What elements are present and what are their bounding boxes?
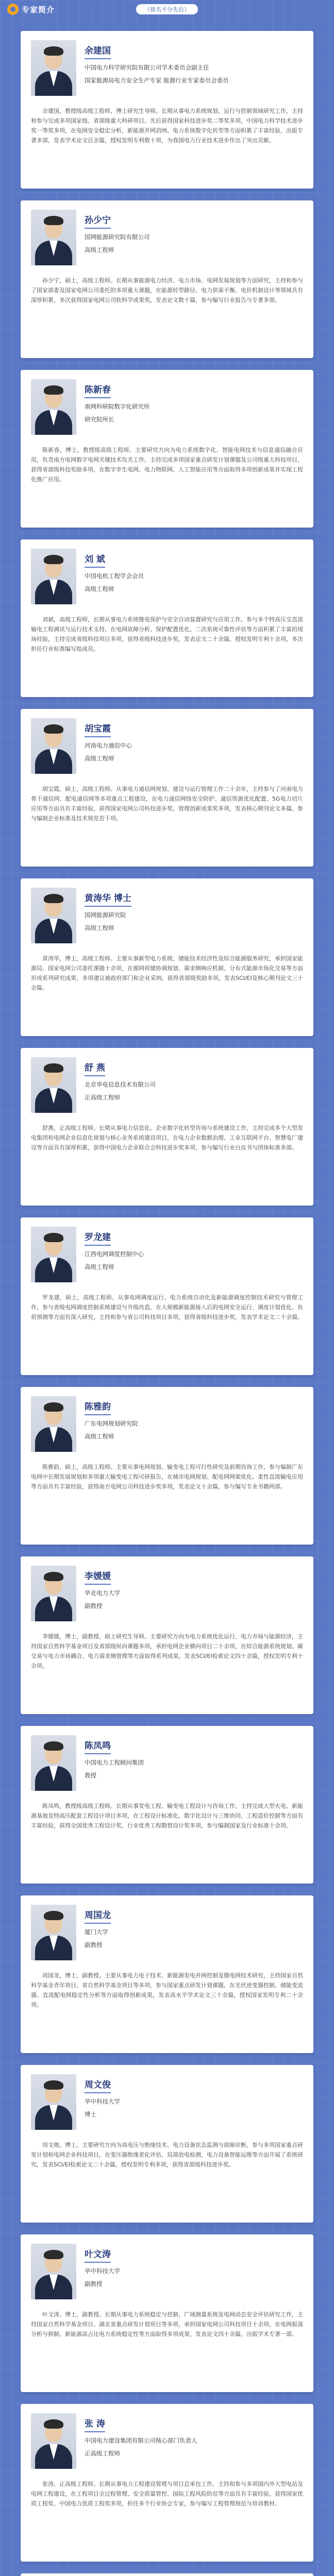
expert-title: 高级工程师 bbox=[85, 1263, 114, 1270]
expert-name: 张 涛 bbox=[85, 2416, 105, 2432]
expert-title: 北京华电信息技术有限公司 bbox=[85, 1081, 156, 1088]
expert-bio: 胡宝霞，硕士，高级工程师。从事电力通信网规划、建设与运行管理工作二十余年，主持参与了河南电力骨干通信网、配电通信网等多项重点工程建设，在电力通信网络安全防护、通信资源优化配置、5G电力切片应用等方面具有丰富经验，获得国家电网公司科技进步奖、管理创新成果奖多项，发表核心期刊论文多篇，参与编制企业标准及技术规范若干项。 bbox=[31, 786, 303, 822]
expert-bio: 余建国，教授级高级工程师，博士研究生导师。长期从事电力系统规划、运行与控制领域研究工作，主持和参与完成多项国家级、省部级重大科研项目。先后获得国家科技进步奖二等奖多项，中国电力科学技术进步奖一等奖多项，在电网安全稳定分析、新能源并网消纳、电力系统数字化转型等方面积累了丰富经验，出版专著多部，发表学术论文百余篇，授权发明专利数十项，为我国电力行业技术进步作出了突出贡献。 bbox=[31, 108, 303, 144]
portrait-hair bbox=[44, 2080, 63, 2090]
portrait-hair bbox=[44, 1233, 63, 1242]
expert-header bbox=[31, 1735, 306, 1791]
expert-bio: 舒燕，正高级工程师。长期从事电力信息化、企业数字化转型咨询与系统建设工作，主持完成多个大型发电集团和电网企业信息化规划与核心业务系统建设项目，在电力企业数据治理、工业互联网平台、智慧电厂建设等方面具有深厚积累，获得中国电力企业联合会科技进步奖多项，参与编写行业白皮书与团体标准多部。 bbox=[31, 1125, 303, 1151]
portrait-hair bbox=[44, 2419, 63, 2429]
portrait-hair bbox=[44, 555, 63, 564]
expert-title: 广东电网规划研究院 bbox=[85, 1420, 138, 1427]
expert-info bbox=[85, 2244, 306, 2299]
expert-name: 孙少宁 bbox=[85, 213, 111, 229]
expert-title: 华北电力大学 bbox=[85, 1589, 120, 1597]
expert-title: 高级工程师 bbox=[85, 755, 114, 762]
expert-bio: 陈雅韵，硕士，高级工程师。主要从事电网规划、输变电工程可行性研究及前期咨询工作，参与编制广东电网中长期发展规划和多项重大输变电工程可研报告，在城市电网规划、配电网网架优化、柔性直流输电应用等方面具有丰富经验，获得南方电网公司科技进步奖多项，发表论文十余篇，参与编写专业书籍两部。 bbox=[31, 1464, 303, 1490]
portrait-hair bbox=[44, 2250, 63, 2259]
expert-title: 国家能源局电力安全生产专家 能源行业专家委员会委员 bbox=[85, 77, 229, 84]
expert-photo bbox=[31, 2074, 76, 2130]
expert-title: 河南电力通信中心 bbox=[85, 742, 132, 749]
expert-bio: 孙少宁，硕士，高级工程师。长期从事能源电力经济、电力市场、电网发展规划等方面研究，主持和参与了国家部委及国家电网公司委托的多项重大课题，在能源转型路径、电力供需平衡、电价机制设计等领域具有深厚积累，多次获得国家电网公司软科学成果奖，发表论文数十篇，参与编写行业报告与专著多部。 bbox=[31, 277, 303, 303]
portrait-hair bbox=[44, 1572, 63, 1581]
expert-card bbox=[21, 2234, 313, 2392]
expert-bio: 叶文涛，博士，副教授。长期从事电力系统稳定与控制、广域测量系统及电网动态安全评估研究工作，主持国家自然科学基金项目、湖北省重点研发计划项目等多项，承担国家电网公司科技项目十余项，在电网振荡分析与抑制、新能源高占比电力系统稳定性等方面取得多项成果，发表论文四十余篇，出版学术专著一部。 bbox=[31, 2311, 303, 2337]
portrait-hair bbox=[44, 385, 63, 395]
expert-title: 中国电机工程学会会员 bbox=[85, 572, 144, 580]
expert-bio: 李媛媛，博士，副教授，硕士研究生导师。主要研究方向为电力系统优化运行、电力市场与能源经济，主持国家自然科学基金项目及省部级纵向课题多项，承担电网企业横向项目二十余项，在综合能源系统规划、碳交易与电力市场耦合、电力需求侧管理等方面取得系列成果，发表SCI/EI检索论文四十余篇，授权发明专利十余项。 bbox=[31, 1633, 303, 1669]
expert-title: 南网科研院数字化研究所 bbox=[85, 403, 150, 410]
expert-photo bbox=[31, 40, 76, 96]
expert-photo bbox=[31, 1905, 76, 1960]
expert-header bbox=[31, 2244, 306, 2299]
portrait-hair bbox=[44, 1063, 63, 1073]
portrait-hair bbox=[44, 1911, 63, 1920]
expert-title: 国网能源研究院有限公司 bbox=[85, 233, 150, 241]
section-title: （排名不分先后） bbox=[136, 4, 198, 14]
expert-title: 国网能源研究院 bbox=[85, 911, 126, 919]
expert-bio: 黄涛华，博士，高级工程师。主要从事新型电力系统、储能技术经济性及综合能源服务研究，承担国家能源局、国家电网公司委托课题十余项，在源网荷储协调规划、需求侧响应机制、分布式能源市场化交易等方面形成系列研究成果，多项建议被政府部门和企业采纳，获得省部级奖励多项，发表SCI/EI及核心期刊论文三十余篇。 bbox=[31, 955, 303, 991]
expert-photo bbox=[31, 2413, 76, 2469]
expert-bio: 张涛，正高级工程师。长期从事电力工程建设管理与项目总承包工作，主持和参与多项国内外大型电站及电网工程建设，在工程项目全过程管理、安全质量管控、国际工程风险防范等方面具有丰富经验，获得国家优质工程奖、中国电力优质工程奖多项，担任多个行业协会专家，参与编写工程管理规范与培训教材。 bbox=[31, 2481, 303, 2507]
expert-bio: 陈新春，博士，教授级高级工程师。主要研究方向为电力系统数字化、智能电网技术与信息通信融合应用，负责南方电网数字电网关键技术攻关工作。主持完成多项国家重点研发计划课题及公司级重大科技项目，获得省部级科技奖励多项，在数字孪生电网、电力物联网、人工智能应用等方面取得多项创新成果并实现工程化推广应用。 bbox=[31, 447, 303, 483]
expert-photo bbox=[31, 210, 76, 265]
expert-header bbox=[31, 1566, 306, 1621]
expert-name: 黄涛华 博士 bbox=[85, 891, 131, 907]
expert-title: 副教授 bbox=[85, 2280, 103, 2287]
expert-name: 叶文涛 bbox=[85, 2247, 111, 2263]
expert-info bbox=[85, 1396, 306, 1452]
expert-photo bbox=[31, 1227, 76, 1282]
expert-title: 高级工程师 bbox=[85, 585, 114, 592]
expert-title: 正高级工程师 bbox=[85, 2450, 120, 2457]
expert-name: 周文俊 bbox=[85, 2077, 111, 2093]
expert-info bbox=[85, 888, 306, 943]
header-bar bbox=[0, 0, 334, 19]
expert-bio: 罗龙建，硕士，高级工程师。从事电网调度运行、电力系统自动化及新能源调度控制技术研究与管理工作，参与省级电网调度控制系统建设与升级改造，在大规模新能源接入后的电网安全运行、调度计划优化、负荷预测等方面有深入研究，主持和参与省公司科技项目多项，获得省级科技进步奖，发表学术论文二十余篇。 bbox=[31, 1294, 303, 1320]
expert-card bbox=[21, 1556, 313, 1714]
expert-name: 陈新春 bbox=[85, 382, 111, 398]
expert-info bbox=[85, 1735, 306, 1791]
expert-card bbox=[21, 1726, 313, 1884]
expert-header bbox=[31, 1396, 306, 1452]
expert-photo bbox=[31, 718, 76, 774]
expert-info bbox=[85, 2074, 306, 2130]
expert-header bbox=[31, 549, 306, 604]
expert-name: 余建国 bbox=[85, 43, 111, 59]
expert-header bbox=[31, 379, 306, 435]
logo bbox=[7, 4, 55, 15]
expert-title: 华中科技大学 bbox=[85, 2098, 120, 2105]
expert-bio: 周国龙，博士，副教授。主要从事电力电子技术、新能源发电并网控制及微电网技术研究，主持国家自然科学基金青年项目、省自然科学基金项目等多项，参与国家重点研发计划课题，在光伏逆变器控制、储能变流器、直流配电网稳定性分析等方面取得创新成果，发表高水平学术论文三十余篇，授权国家发明专利二十余项。 bbox=[31, 1972, 303, 2008]
expert-card bbox=[21, 1048, 313, 1206]
expert-header bbox=[31, 1057, 306, 1113]
expert-photo bbox=[31, 549, 76, 604]
expert-title: 中国电力科学研究院有限公司学术委员会副主任 bbox=[85, 64, 209, 71]
expert-header bbox=[31, 1227, 306, 1282]
expert-photo bbox=[31, 2244, 76, 2299]
expert-info bbox=[85, 1227, 306, 1282]
expert-info bbox=[85, 210, 306, 265]
expert-header bbox=[31, 2413, 306, 2469]
expert-name: 舒 燕 bbox=[85, 1060, 105, 1076]
expert-title: 中国电力工程顾问集团 bbox=[85, 1759, 144, 1766]
expert-info bbox=[85, 1905, 306, 1960]
expert-info bbox=[85, 2413, 306, 2469]
expert-header bbox=[31, 1905, 306, 1960]
expert-info bbox=[85, 40, 306, 96]
expert-title: 高级工程师 bbox=[85, 246, 114, 253]
expert-card bbox=[21, 878, 313, 1036]
expert-info bbox=[85, 379, 306, 435]
expert-photo bbox=[31, 1396, 76, 1452]
expert-title: 江西电网调度控制中心 bbox=[85, 1250, 144, 1258]
expert-card bbox=[21, 709, 313, 867]
expert-title: 博士 bbox=[85, 2111, 96, 2118]
portrait-hair bbox=[44, 1741, 63, 1751]
portrait-hair bbox=[44, 894, 63, 903]
portrait-hair bbox=[44, 46, 63, 56]
expert-name: 罗龙建 bbox=[85, 1230, 111, 1246]
expert-bio: 陈凤鸣，教授级高级工程师。长期从事发电工程、输变电工程设计与咨询工作，主持完成大型火电、新能源基地及特高压配套工程设计项目多项，在工程设计标准化、数字化设计与三维协同、工程造价控制等方面有丰富经验，获得全国优秀工程设计奖、行业优秀工程勘察设计奖多项，参与编制国家及行业标准十余项。 bbox=[31, 1803, 303, 1829]
expert-info bbox=[85, 1057, 306, 1113]
expert-title: 副教授 bbox=[85, 1602, 103, 1609]
expert-photo bbox=[31, 1057, 76, 1113]
expert-name: 陈凤鸣 bbox=[85, 1738, 111, 1754]
expert-card bbox=[21, 2065, 313, 2223]
expert-title: 正高级工程师 bbox=[85, 1094, 120, 1101]
expert-header bbox=[31, 718, 306, 774]
expert-card bbox=[21, 539, 313, 697]
expert-card bbox=[21, 1895, 313, 2053]
expert-header bbox=[31, 40, 306, 96]
expert-title: 研究院所长 bbox=[85, 416, 114, 423]
expert-card bbox=[21, 2404, 313, 2562]
expert-bio: 刘斌，高级工程师，长期从事电力系统继电保护与安全自动装置研究与应用工作。参与多个特高压交直流输电工程调试与运行技术支持，在电网故障分析、保护配置优化、二次系统可靠性评估等方面积累了丰富的现场经验，主持完成省级科技项目多项，获得省级科技进步奖，发表论文二十余篇，授权发明专利十余项，多次担任行业标准编写组成员。 bbox=[31, 616, 303, 652]
expert-bio: 周文俊，博士。主要研究方向为高电压与绝缘技术、电力设备状态监测与故障诊断，参与多项国家重点研发计划和电网企业科技项目，在变压器绝缘老化评估、局部放电检测、电力设备智能运维等方面开展了系统研究，发表SCI/EI检索论文二十余篇，授权发明专利多项，获得省部级科技进步奖。 bbox=[31, 2142, 303, 2168]
expert-title: 华中科技大学 bbox=[85, 2267, 120, 2275]
expert-title: 中国电力建设集团有限公司核心部门负责人 bbox=[85, 2437, 197, 2444]
portrait-hair bbox=[44, 724, 63, 734]
expert-name: 李媛媛 bbox=[85, 1569, 111, 1585]
expert-info bbox=[85, 718, 306, 774]
portrait-hair bbox=[44, 1402, 63, 1412]
expert-photo bbox=[31, 1735, 76, 1791]
expert-card bbox=[21, 1387, 313, 1545]
expert-name: 周国龙 bbox=[85, 1908, 111, 1924]
expert-header bbox=[31, 888, 306, 943]
expert-card bbox=[21, 200, 313, 358]
expert-title: 副教授 bbox=[85, 1941, 103, 1948]
expert-name: 刘 斌 bbox=[85, 552, 105, 568]
portrait-hair bbox=[44, 216, 63, 225]
expert-photo bbox=[31, 1566, 76, 1621]
expert-card bbox=[21, 2573, 313, 2576]
expert-card bbox=[21, 1217, 313, 1375]
expert-photo bbox=[31, 379, 76, 435]
expert-photo bbox=[31, 888, 76, 943]
expert-card bbox=[21, 31, 313, 189]
expert-name: 陈雅韵 bbox=[85, 1399, 111, 1415]
expert-title: 厦门大学 bbox=[85, 1928, 108, 1936]
expert-info bbox=[85, 1566, 306, 1621]
logo-icon bbox=[7, 4, 19, 15]
expert-name: 胡宝霞 bbox=[85, 721, 111, 737]
logo-text: 专家简介 bbox=[22, 5, 55, 14]
expert-title: 高级工程师 bbox=[85, 1433, 114, 1440]
expert-header bbox=[31, 2074, 306, 2130]
expert-header bbox=[31, 210, 306, 265]
expert-list bbox=[21, 31, 313, 2576]
expert-title: 教授 bbox=[85, 1772, 96, 1779]
expert-title: 高级工程师 bbox=[85, 924, 114, 931]
expert-card bbox=[21, 370, 313, 528]
expert-info bbox=[85, 549, 306, 604]
